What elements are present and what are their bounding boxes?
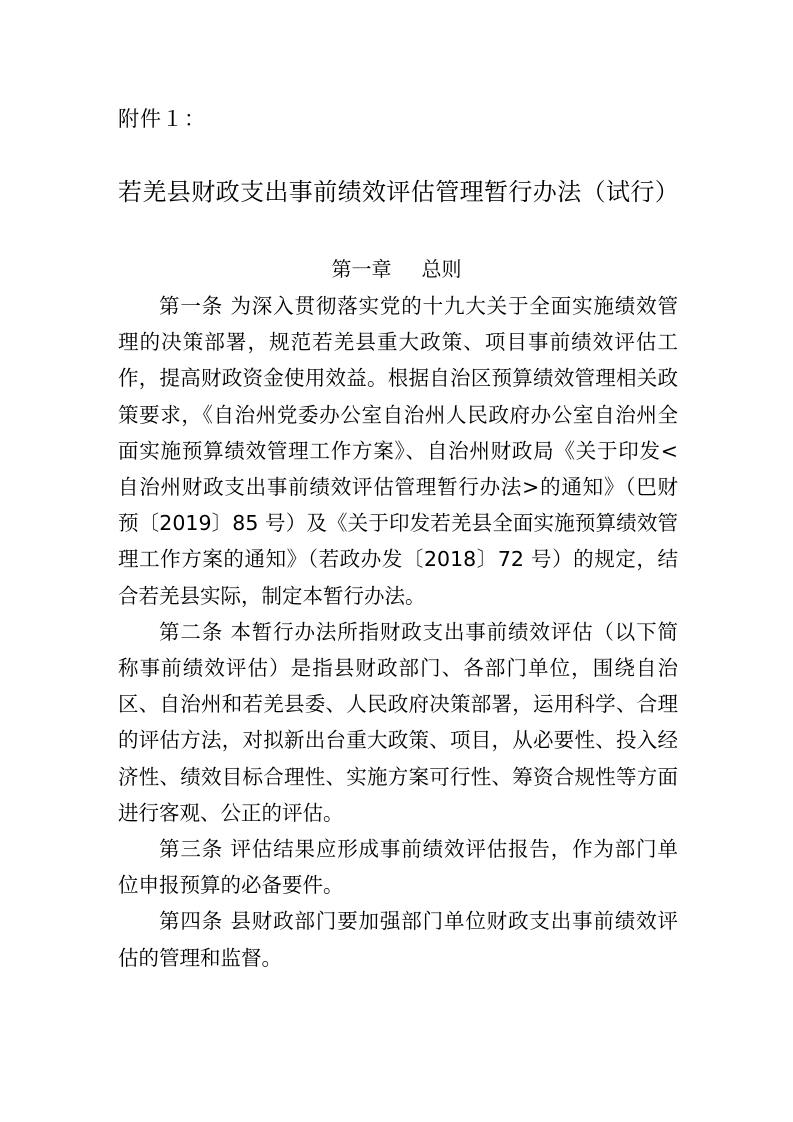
- article-4-text: 县财政部门要加强部门单位财政支出事前绩效评估的管理和监督。: [118, 909, 678, 970]
- chapter-heading: [0, 254, 793, 284]
- article-2-number: 第二条: [159, 619, 224, 644]
- article-4-number: 第四条: [159, 909, 224, 934]
- article-1-number: 第一条: [159, 294, 224, 318]
- article-3-number: 第三条: [159, 837, 224, 862]
- article-3-text: 评估结果应形成事前绩效评估报告，作为部门单位申报预算的必备要件。: [118, 837, 678, 898]
- article-2-text: 本暂行办法所指财政支出事前绩效评估（以下简称事前绩效评估）是指县财政部门、各部门单位，围绕自治区、自治州和若羌县委、人民政府决策部署，运用科学、合理的评估方法，对拟新出台重大政策、项目，从必要性、投入经济性、绩效目标合理性、实施方案可行性、筹资合规性等方面进行客观、公正的评估。: [118, 619, 678, 825]
- attachment-label: 附件１：: [118, 107, 206, 131]
- article-2: [118, 614, 678, 831]
- article-1: [118, 288, 678, 614]
- chapter-number: 第一章: [331, 257, 392, 281]
- article-3: [118, 831, 678, 903]
- document-body: [118, 288, 678, 976]
- article-1-text: 为深入贯彻落实党的十九大关于全面实施绩效管理的决策部署，规范若羌县重大政策、项目事前绩效评估工作，提高财政资金使用效益。根据自治区预算绩效管理相关政策要求，《自治州党委办公室自治州人民政府办公室自治州全面实施预算绩效管理工作方案》、自治州财政局《关于印发<自治州财政支出事前绩效评估管理暂行办法>的通知》（巴财预〔2019〕85 号）及《关于印发若羌县全面实施预算绩效管理工作方案的通知》（若政办发〔2018〕72 号）的规定，结合若羌县实际，制定本暂行办法。: [118, 294, 678, 608]
- document-title: 若羌县财政支出事前绩效评估管理暂行办法（试行）: [118, 178, 680, 206]
- article-4: [118, 903, 678, 975]
- chapter-name: 总则: [421, 257, 462, 281]
